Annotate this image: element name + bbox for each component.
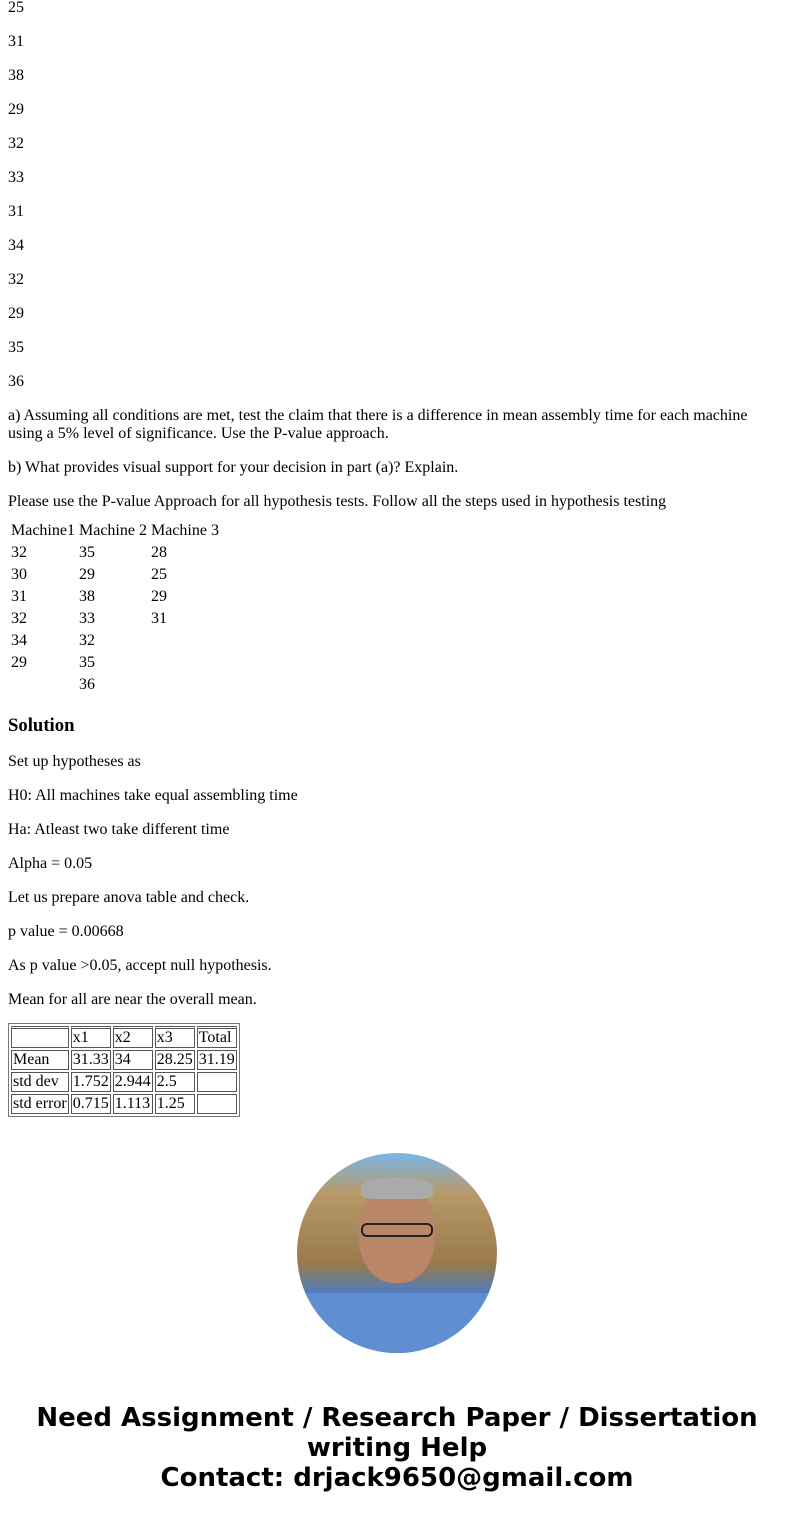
table-cell: Machine 2 [78,522,147,539]
document-body [8,0,786,1117]
table-cell: Mean [11,1050,69,1070]
value-item: 35 [8,339,24,356]
author-avatar [297,1153,497,1353]
table-cell: std dev [11,1072,69,1092]
solution-heading: Solution [8,715,75,736]
value-item: 38 [8,67,24,84]
table-row [10,587,220,607]
solution-line: Let us prepare anova table and check. [8,889,250,906]
table-cell: 1.25 [155,1094,195,1114]
footer-contact: Contact: drjack9650@gmail.com [160,1463,634,1493]
table-cell [150,631,220,651]
table-cell: 2.5 [155,1072,195,1092]
value-item: 34 [8,237,24,254]
solution-line: Ha: Atleast two take different time [8,821,230,838]
value-item: 29 [8,305,24,322]
table-cell: 38 [78,588,95,605]
table-cell: 32 [11,544,27,561]
table-row [10,543,220,563]
table-cell: 36 [78,676,95,693]
table-cell [150,653,220,673]
table-cell: 31.19 [198,1051,235,1068]
table-row [10,609,220,629]
table-cell [197,1094,237,1114]
solution-line: Mean for all are near the overall mean. [8,991,257,1008]
footer-banner [0,1403,794,1493]
table-cell: 1.752 [72,1073,109,1090]
footer-help-text: Need Assignment / Research Paper / Dissertation writing Help [36,1403,758,1463]
table-cell: 1.113 [113,1094,153,1114]
stats-table [8,1023,240,1117]
value-item: 31 [8,33,24,50]
table-cell: 29 [150,588,167,605]
table-cell: 29 [11,654,27,671]
table-cell: 32 [78,632,95,649]
table-cell: Total [197,1026,237,1048]
table-cell: 35 [78,654,95,671]
solution-line: As p value >0.05, accept null hypothesis. [8,957,272,974]
instruction: Please use the P-value Approach for all hypothesis tests. Follow all the steps used in hypothesis testing [8,493,667,510]
table-row [11,1050,237,1070]
value-item: 36 [8,373,24,390]
table-header-row [10,521,220,541]
table-cell: 34 [113,1050,153,1070]
table-cell [11,1026,69,1048]
solution-steps [8,753,786,1009]
solution-line: Alpha = 0.05 [8,855,93,872]
solution-line: p value = 0.00668 [8,923,124,940]
table-cell: 33 [78,610,95,627]
table-row [10,565,220,585]
table-cell: 35 [78,544,95,561]
value-item: 32 [8,271,24,288]
table-cell: 34 [11,632,27,649]
table-cell [10,675,76,695]
table-cell: x1 [71,1026,111,1048]
solution-line: Set up hypotheses as [8,753,141,770]
table-row [11,1094,237,1114]
table-cell: 28.25 [156,1051,193,1068]
table-cell: 30 [11,566,27,583]
table-cell: 31 [150,610,167,627]
table-cell: Machine1 [11,522,75,539]
value-item: 33 [8,169,24,186]
table-cell: x3 [155,1026,195,1048]
table-row [10,653,220,673]
table-header-row [11,1026,237,1048]
table-cell: 31 [11,588,27,605]
solution-line: H0: All machines take equal assembling time [8,787,298,804]
table-cell: 31.33 [72,1051,109,1068]
table-cell: std error [13,1095,67,1112]
table-cell: 0.715 [72,1095,109,1112]
value-item: 31 [8,203,24,220]
question-b: b) What provides visual support for your decision in part (a)? Explain. [8,459,459,476]
table-cell: 28 [150,544,167,561]
table-row [11,1072,237,1092]
values-list [8,0,786,391]
table-row [10,631,220,651]
table-cell [150,675,220,695]
table-cell [197,1072,237,1092]
machine-table [8,519,222,697]
table-cell: Machine 3 [150,522,219,539]
table-row [10,675,220,695]
table-cell: 29 [78,566,95,583]
question-a: a) Assuming all conditions are met, test the claim that there is a difference in mean assembly time for each machine using a 5% level of significance. Use the P-value approach. [8,407,748,442]
table-cell: 32 [11,610,27,627]
table-cell: x2 [113,1026,153,1048]
table-cell: 2.944 [114,1073,151,1090]
value-item: 29 [8,101,24,118]
table-cell: 25 [150,566,167,583]
value-item: 32 [8,135,24,152]
value-item: 25 [8,0,24,16]
